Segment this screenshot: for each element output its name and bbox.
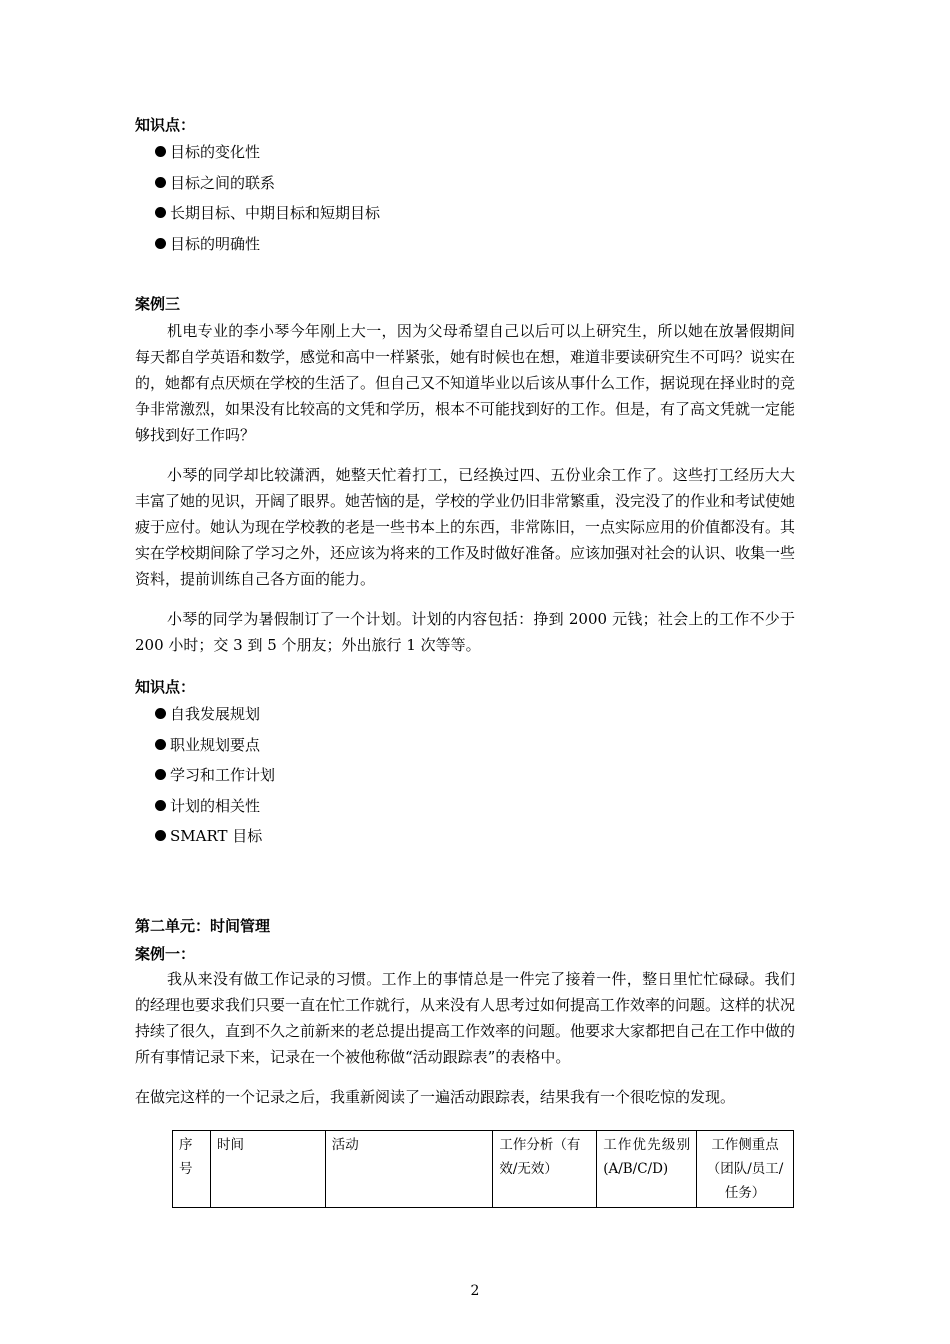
case-one-paragraph: 我从来没有做工作记录的习惯。工作上的事情总是一件完了接着一件，整日里忙忙碌碌。我们的经理也要求我们只要一直在忙工作就行，从来没有人思考过如何提高工作效率的问题。这样的状况持续了很久，直到不久之前新来的老总提出提高工作效率的问题。他要求大家都把自己在工作中做的所有事情记录下来，记录在一个被他称做“活动跟踪表”的表格中。 bbox=[135, 970, 796, 1066]
bullet-item: 自我发展规划 bbox=[152, 704, 275, 735]
bullet-dot-icon bbox=[155, 177, 166, 188]
bullet-item: 长期目标、中期目标和短期目标 bbox=[152, 203, 380, 234]
case-one-conclusion-line: 在做完这样的一个记录之后，我重新阅读了一遍活动跟踪表，结果我有一个很吃惊的发现。 bbox=[135, 1088, 736, 1106]
header-cell-activity: 活动 bbox=[325, 1131, 493, 1208]
bullet-dot-icon bbox=[155, 800, 166, 811]
knowledge-points-heading-2: 知识点： bbox=[135, 678, 196, 696]
bullet-item: 计划的相关性 bbox=[152, 796, 275, 827]
bullet-item: 职业规划要点 bbox=[152, 735, 275, 766]
case-three-paragraph: 小琴的同学为暑假制订了一个计划。计划的内容包括：挣到 2000 元钱；社会上的工作不少于 200 小时；交 3 到 5 个朋友；外出旅行 1 次等等。 bbox=[135, 610, 795, 654]
bullet-item: 目标的明确性 bbox=[152, 234, 380, 265]
page-number: 2 bbox=[470, 1283, 480, 1299]
activity-tracking-table bbox=[172, 1130, 794, 1208]
bullet-dot-icon bbox=[155, 708, 166, 719]
knowledge-points-list-1 bbox=[152, 142, 380, 264]
header-cell-priority: 工作优先级别(A/B/C/D) bbox=[597, 1131, 697, 1208]
header-cell-focus: 工作侧重点（团队/员工/任务） bbox=[697, 1131, 794, 1208]
bullet-dot-icon bbox=[155, 146, 166, 157]
bullet-item: 学习和工作计划 bbox=[152, 765, 275, 796]
bullet-item: 目标之间的联系 bbox=[152, 173, 380, 204]
knowledge-points-heading-1: 知识点： bbox=[135, 116, 196, 134]
case-three-heading: 案例三 bbox=[135, 295, 181, 313]
case-one-heading: 案例一： bbox=[135, 945, 196, 963]
bullet-dot-icon bbox=[155, 769, 166, 780]
case-three-paragraph: 小琴的同学却比较潇洒，她整天忙着打工，已经换过四、五份业余工作了。这些打工经历大大丰富了她的见识，开阔了眼界。她苦恼的是，学校的学业仍旧非常繁重，没完没了的作业和考试使她疲于应付。她认为现在学校教的老是一些书本上的东西，非常陈旧，一点实际应用的价值都没有。其实在学校期间除了学习之外，还应该为将来的工作及时做好准备。应该加强对社会的认识、收集一些资料，提前训练自己各方面的能力。 bbox=[135, 466, 796, 588]
header-cell-analysis: 工作分析（有效/无效） bbox=[493, 1131, 597, 1208]
bullet-dot-icon bbox=[155, 739, 166, 750]
header-cell-time: 时间 bbox=[210, 1131, 325, 1208]
knowledge-points-list-2 bbox=[152, 704, 275, 857]
bullet-dot-icon bbox=[155, 207, 166, 218]
bullet-dot-icon bbox=[155, 238, 166, 249]
bullet-dot-icon bbox=[155, 830, 166, 841]
header-cell-index: 序号 bbox=[173, 1131, 211, 1208]
bullet-item: 目标的变化性 bbox=[152, 142, 380, 173]
bullet-item: SMART 目标 bbox=[152, 826, 275, 857]
unit-two-heading: 第二单元：时间管理 bbox=[135, 917, 271, 935]
table-header-row bbox=[173, 1131, 794, 1208]
case-three-paragraph: 机电专业的李小琴今年刚上大一，因为父母希望自己以后可以上研究生，所以她在放暑假期间每天都自学英语和数学，感觉和高中一样紧张，她有时候也在想，难道非要读研究生不可吗？说实在的，她都有点厌烦在学校的生活了。但自己又不知道毕业以后该从事什么工作，据说现在择业时的竞争非常激烈，如果没有比较高的文凭和学历，根本不可能找到好的工作。但是，有了高文凭就一定能够找到好工作吗？ bbox=[135, 322, 796, 444]
